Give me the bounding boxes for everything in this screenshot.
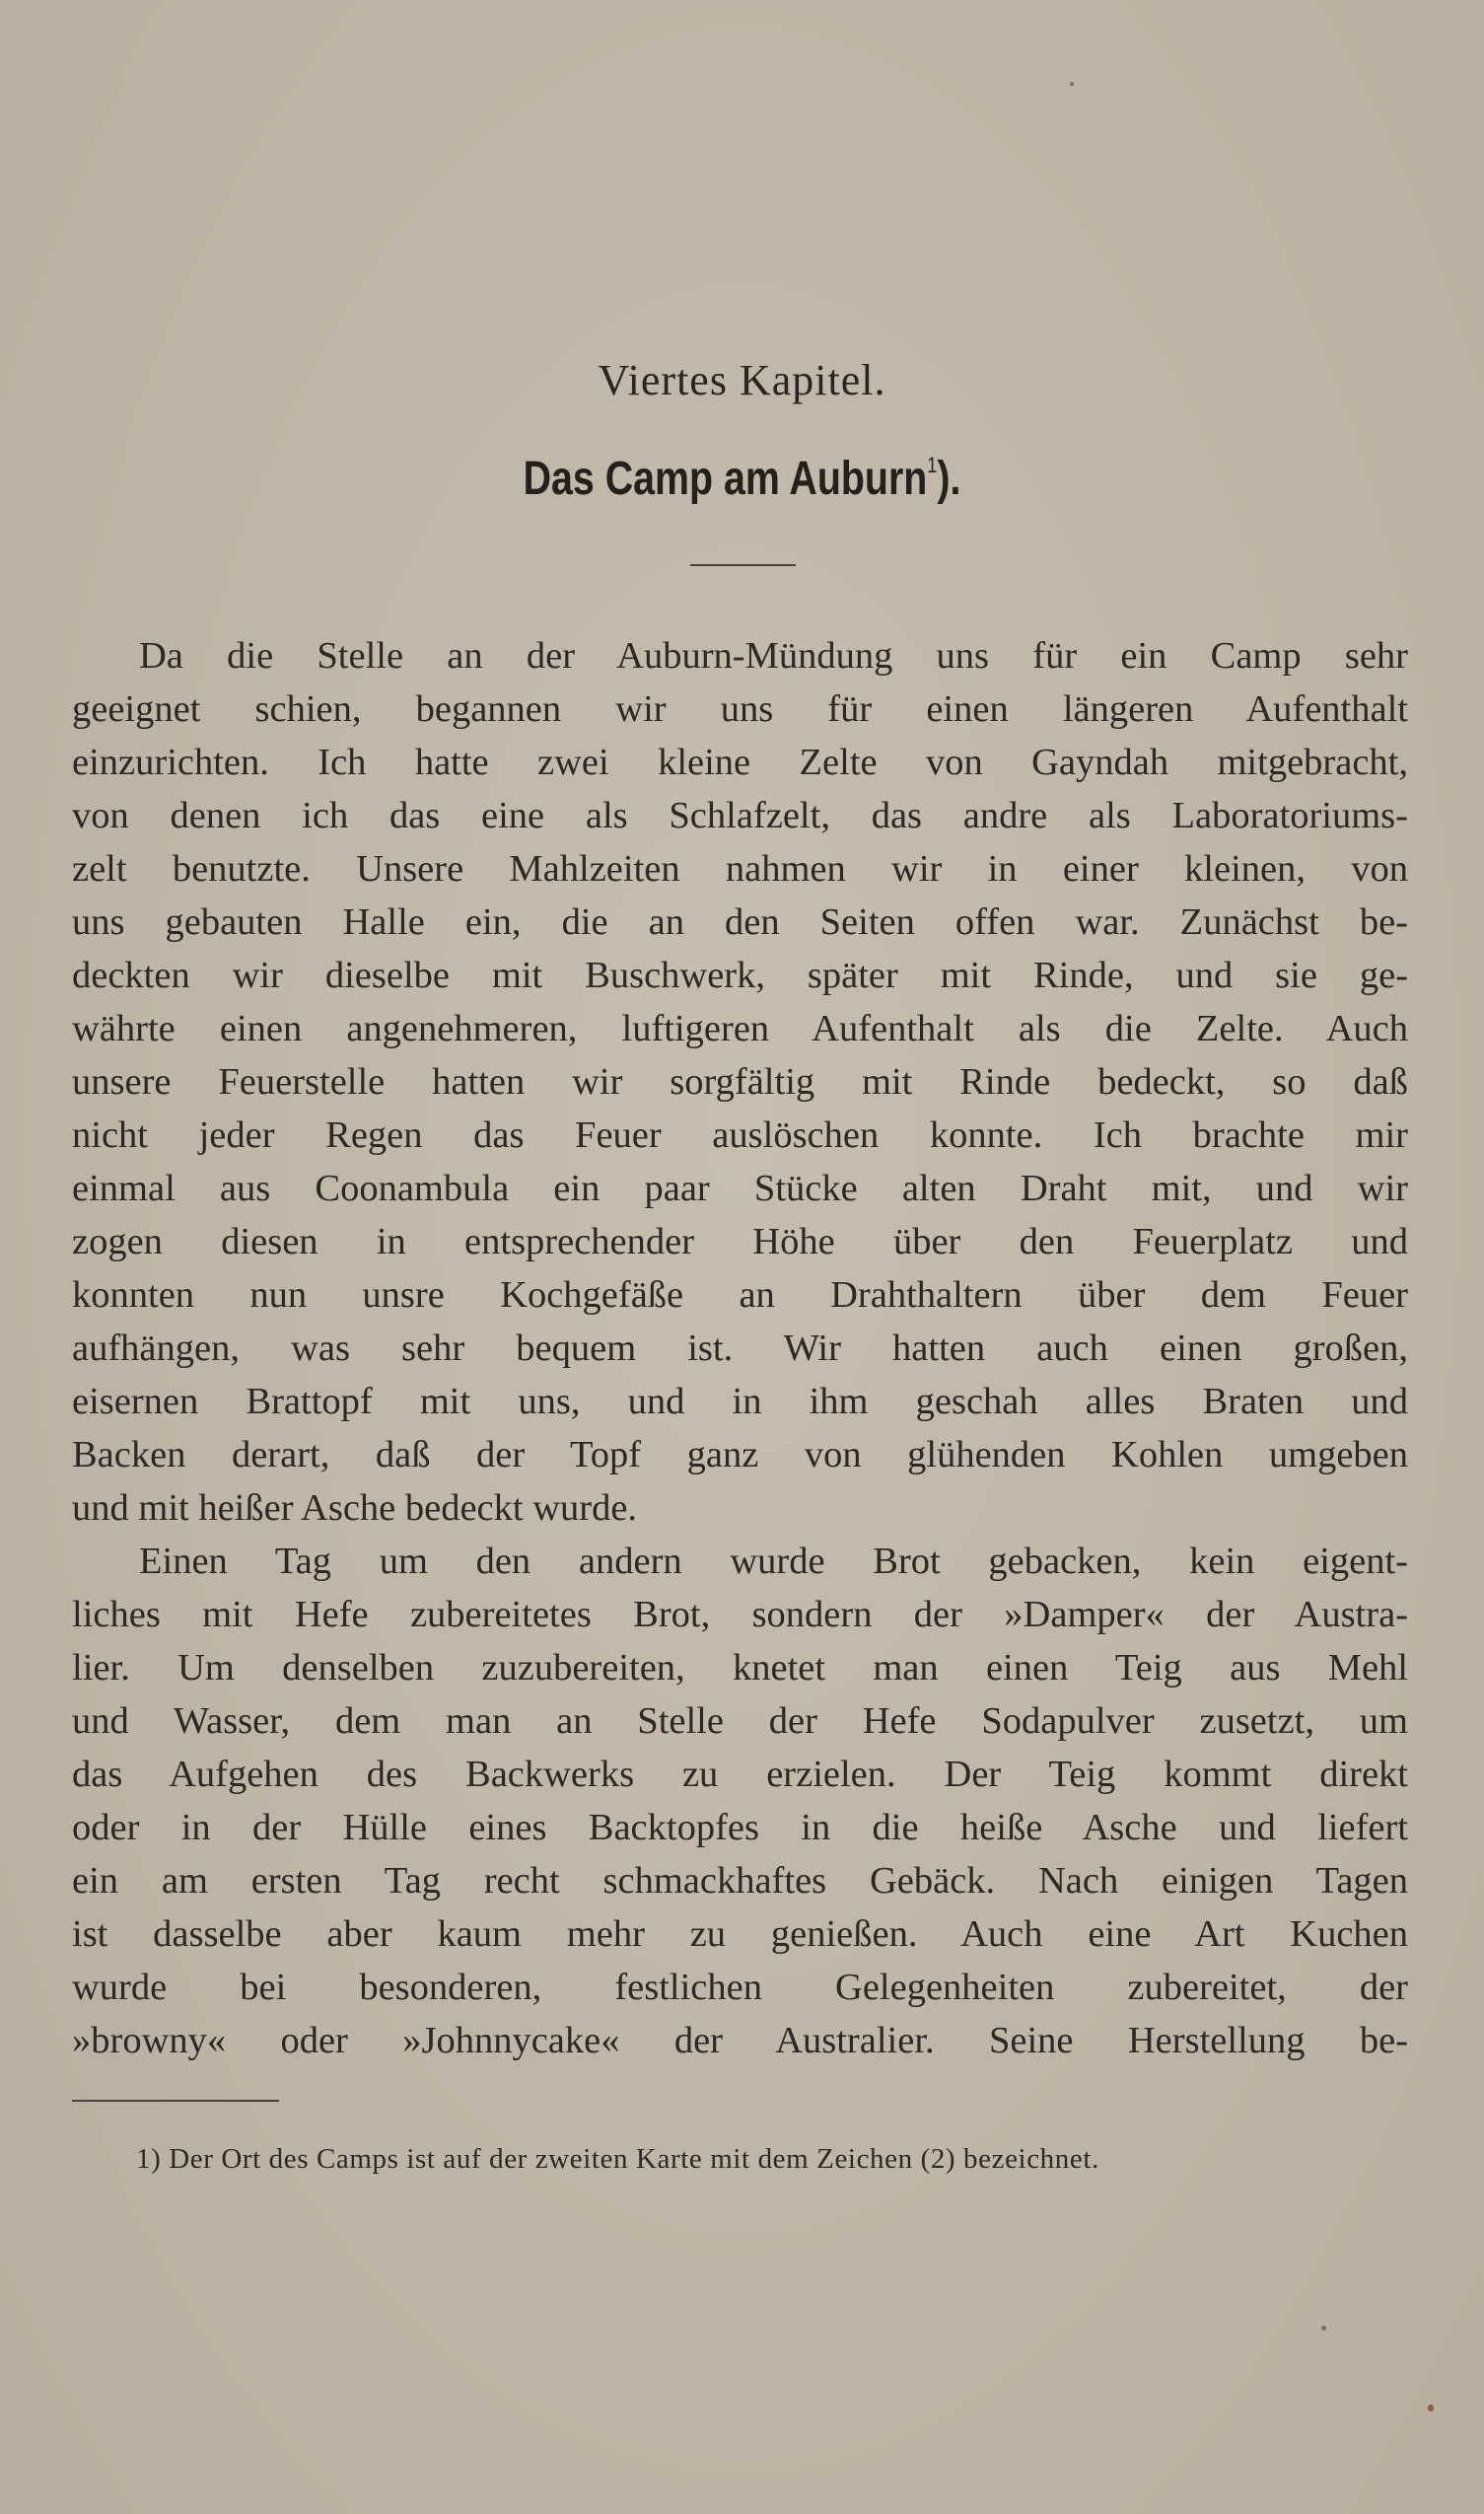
text-line: »browny« oder »Johnnycake« der Australier. Seine Herstellung be- <box>72 2020 1408 2061</box>
text-line: nicht jeder Regen das Feuer auslöschen konnte. Ich brachte mir <box>72 1114 1408 1156</box>
chapter-title <box>133 452 1350 506</box>
text-line: geeignet schien, begannen wir uns für einen längeren Aufenthalt <box>72 688 1408 730</box>
footnote-marker: 1) <box>136 2143 162 2175</box>
title-footnote-marker: 1 <box>927 453 938 477</box>
paper-speck <box>1428 2405 1434 2411</box>
text-line: oder in der Hülle eines Backtopfes in die heiße Asche und liefert <box>72 1807 1408 1848</box>
text-line: währte einen angenehmeren, luftigeren Aufenthalt als die Zelte. Auch <box>72 1008 1408 1049</box>
text-line: eisernen Brattopf mit uns, und in ihm geschah alles Braten und <box>72 1381 1408 1422</box>
text-line: konnten nun unsre Kochgefäße an Drahthaltern über dem Feuer <box>72 1274 1408 1316</box>
text-line: uns gebauten Halle ein, die an den Seiten offen war. Zunächst be- <box>72 901 1408 943</box>
chapter-title-text: Das Camp am Auburn <box>523 453 928 505</box>
paper-speck <box>1070 82 1074 86</box>
text-line: deckten wir dieselbe mit Buschwerk, später mit Rinde, und sie ge- <box>72 955 1408 996</box>
paper-speck <box>1321 2326 1326 2331</box>
paragraph-2 <box>72 1535 1408 2067</box>
footnote <box>136 2139 1408 2179</box>
chapter-number: Viertes Kapitel. <box>598 356 886 404</box>
text-line: ist dasselbe aber kaum mehr zu genießen. Auch eine Art Kuchen <box>72 1913 1408 1955</box>
text-line: zelt benutzte. Unsere Mahlzeiten nahmen wir in einer kleinen, von <box>72 848 1408 890</box>
text-line: liches mit Hefe zubereitetes Brot, sondern der »Damper« der Austra- <box>72 1594 1408 1635</box>
text-line: unsere Feuerstelle hatten wir sorgfältig mit Rinde bedeckt, so daß <box>72 1061 1408 1103</box>
text-line: und Wasser, dem man an Stelle der Hefe Sodapulver zusetzt, um <box>72 1700 1408 1742</box>
text-line: Da die Stelle an der Auburn-Mündung uns für ein Camp sehr <box>139 635 1408 677</box>
body-text <box>72 629 1408 2067</box>
chapter-title-end: ). <box>937 453 961 505</box>
paragraph-1 <box>72 629 1408 1535</box>
text-line: lier. Um denselben zuzubereiten, knetet man einen Teig aus Mehl <box>72 1647 1408 1688</box>
text-line: und mit heißer Asche bedeckt wurde. <box>72 1487 638 1529</box>
text-line: von denen ich das eine als Schlafzelt, das andre als Laboratoriums- <box>72 795 1408 836</box>
text-line: Einen Tag um den andern wurde Brot gebacken, kein eigent- <box>139 1541 1408 1582</box>
text-line: wurde bei besonderen, festlichen Gelegenheiten zubereitet, der <box>72 1967 1408 2008</box>
text-line: zogen diesen in entsprechender Höhe über den Feuerplatz und <box>72 1221 1408 1262</box>
footnote-divider <box>72 2100 279 2102</box>
text-line: aufhängen, was sehr bequem ist. Wir hatten auch einen großen, <box>72 1328 1408 1369</box>
text-line: ein am ersten Tag recht schmackhaftes Gebäck. Nach einigen Tagen <box>72 1860 1408 1902</box>
text-line: einmal aus Coonambula ein paar Stücke alten Draht mit, und wir <box>72 1168 1408 1209</box>
text-line: das Aufgehen des Backwerks zu erzielen. Der Teig kommt direkt <box>72 1754 1408 1795</box>
text-line: Backen derart, daß der Topf ganz von glühenden Kohlen umgeben <box>72 1434 1408 1475</box>
footnote-text: Der Ort des Camps ist auf der zweiten Karte mit dem Zeichen (2) bezeichnet. <box>169 2143 1099 2175</box>
text-line: einzurichten. Ich hatte zwei kleine Zelte von Gayndah mitgebracht, <box>72 742 1408 783</box>
title-divider <box>690 564 796 566</box>
